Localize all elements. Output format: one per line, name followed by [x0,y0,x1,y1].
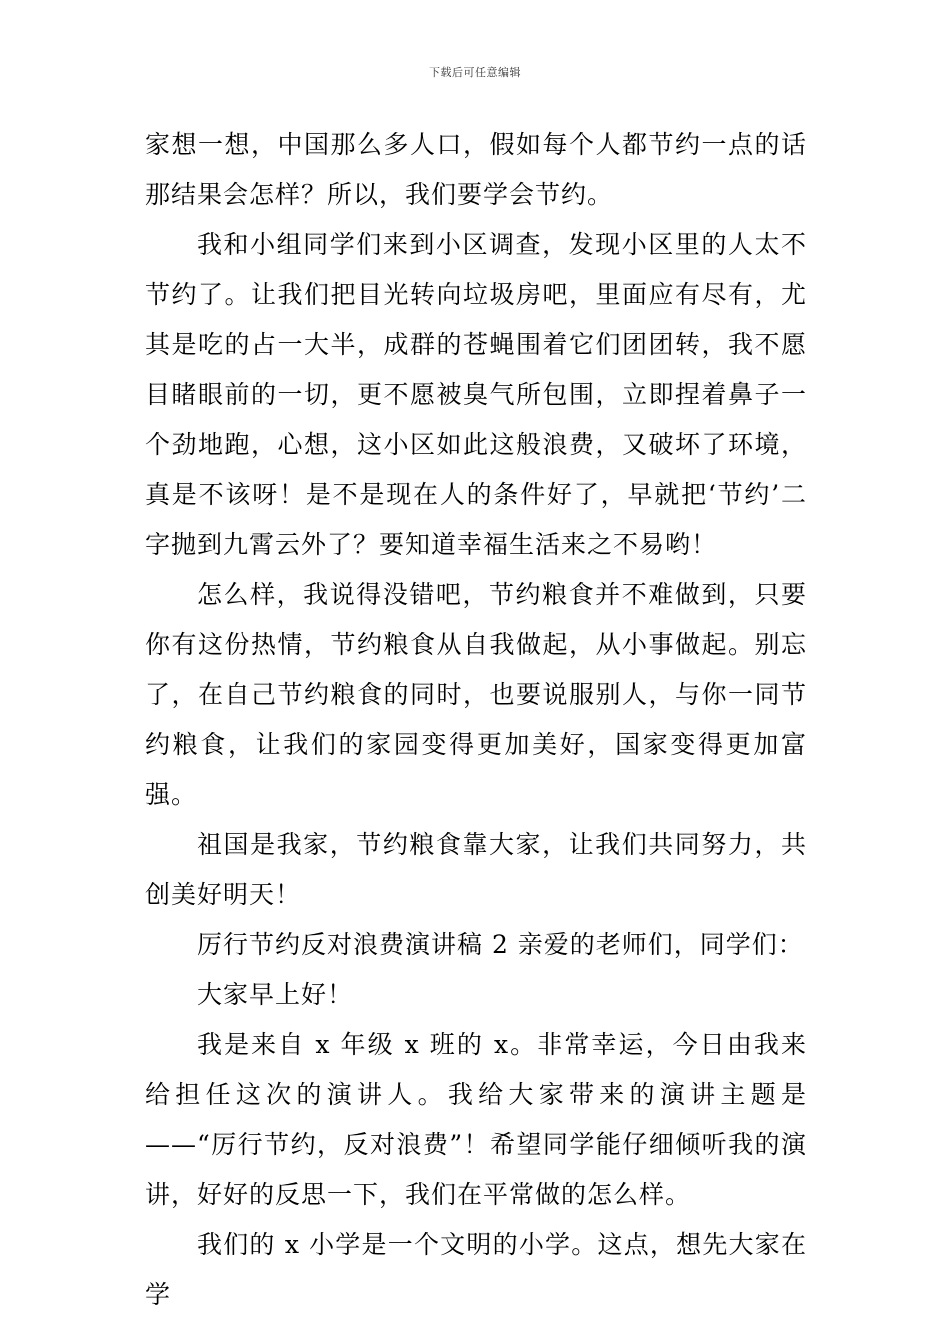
paragraph-introduction: 我是来自 x 年级 x 班的 x。非常幸运，今日由我来给担任这次的演讲人。我给大家带来的演讲主题是——“厉行节约，反对浪费”！希望同学能仔细倾听我的演讲，好好的反思一下，我们在平常做的怎么样。 [145,1030,807,1209]
paragraph-school: 我们的 x 小学是一个文明的小学。这点，想先大家在学 [145,1230,807,1309]
paragraph-motherland: 祖国是我家，节约粮食靠大家，让我们共同努力，共创美好明天！ [145,830,807,909]
paragraph-continuation: 家想一想，中国那么多人口，假如每个人都节约一点的话那结果会怎样？所以，我们要学会节约。 [145,130,807,209]
paragraph-greeting: 大家早上好！ [197,980,354,1009]
speech-2-heading: 厉行节约反对浪费演讲稿 2 亲爱的老师们，同学们： [197,930,804,959]
paragraph-community-survey: 我和小组同学们来到小区调查，发现小区里的人太不节约了。让我们把目光转向垃圾房吧，里面应有尽有，尤其是吃的占一大半，成群的苍蝇围着它们团团转，我不愿目睹眼前的一切，更不愿被臭气所包围，立即捏着鼻子一个劲地跑，心想，这小区如此这般浪费，又破坏了环境，真是不该呀！是不是现在人的条件好了，早就把‘节约’二字抛到九霄云外了？要知道幸福生活来之不易哟！ [145,230,807,559]
document-body [145,120,807,1320]
paragraph-how-about: 怎么样，我说得没错吧，节约粮食并不难做到，只要你有这份热情，节约粮食从自我做起，从小事做起。别忘了，在自己节约粮食的同时，也要说服别人，与你一同节约粮食，让我们的家园变得更加美好，国家变得更加富强。 [145,580,807,809]
header-note: 下载后可任意编辑 [429,66,521,79]
